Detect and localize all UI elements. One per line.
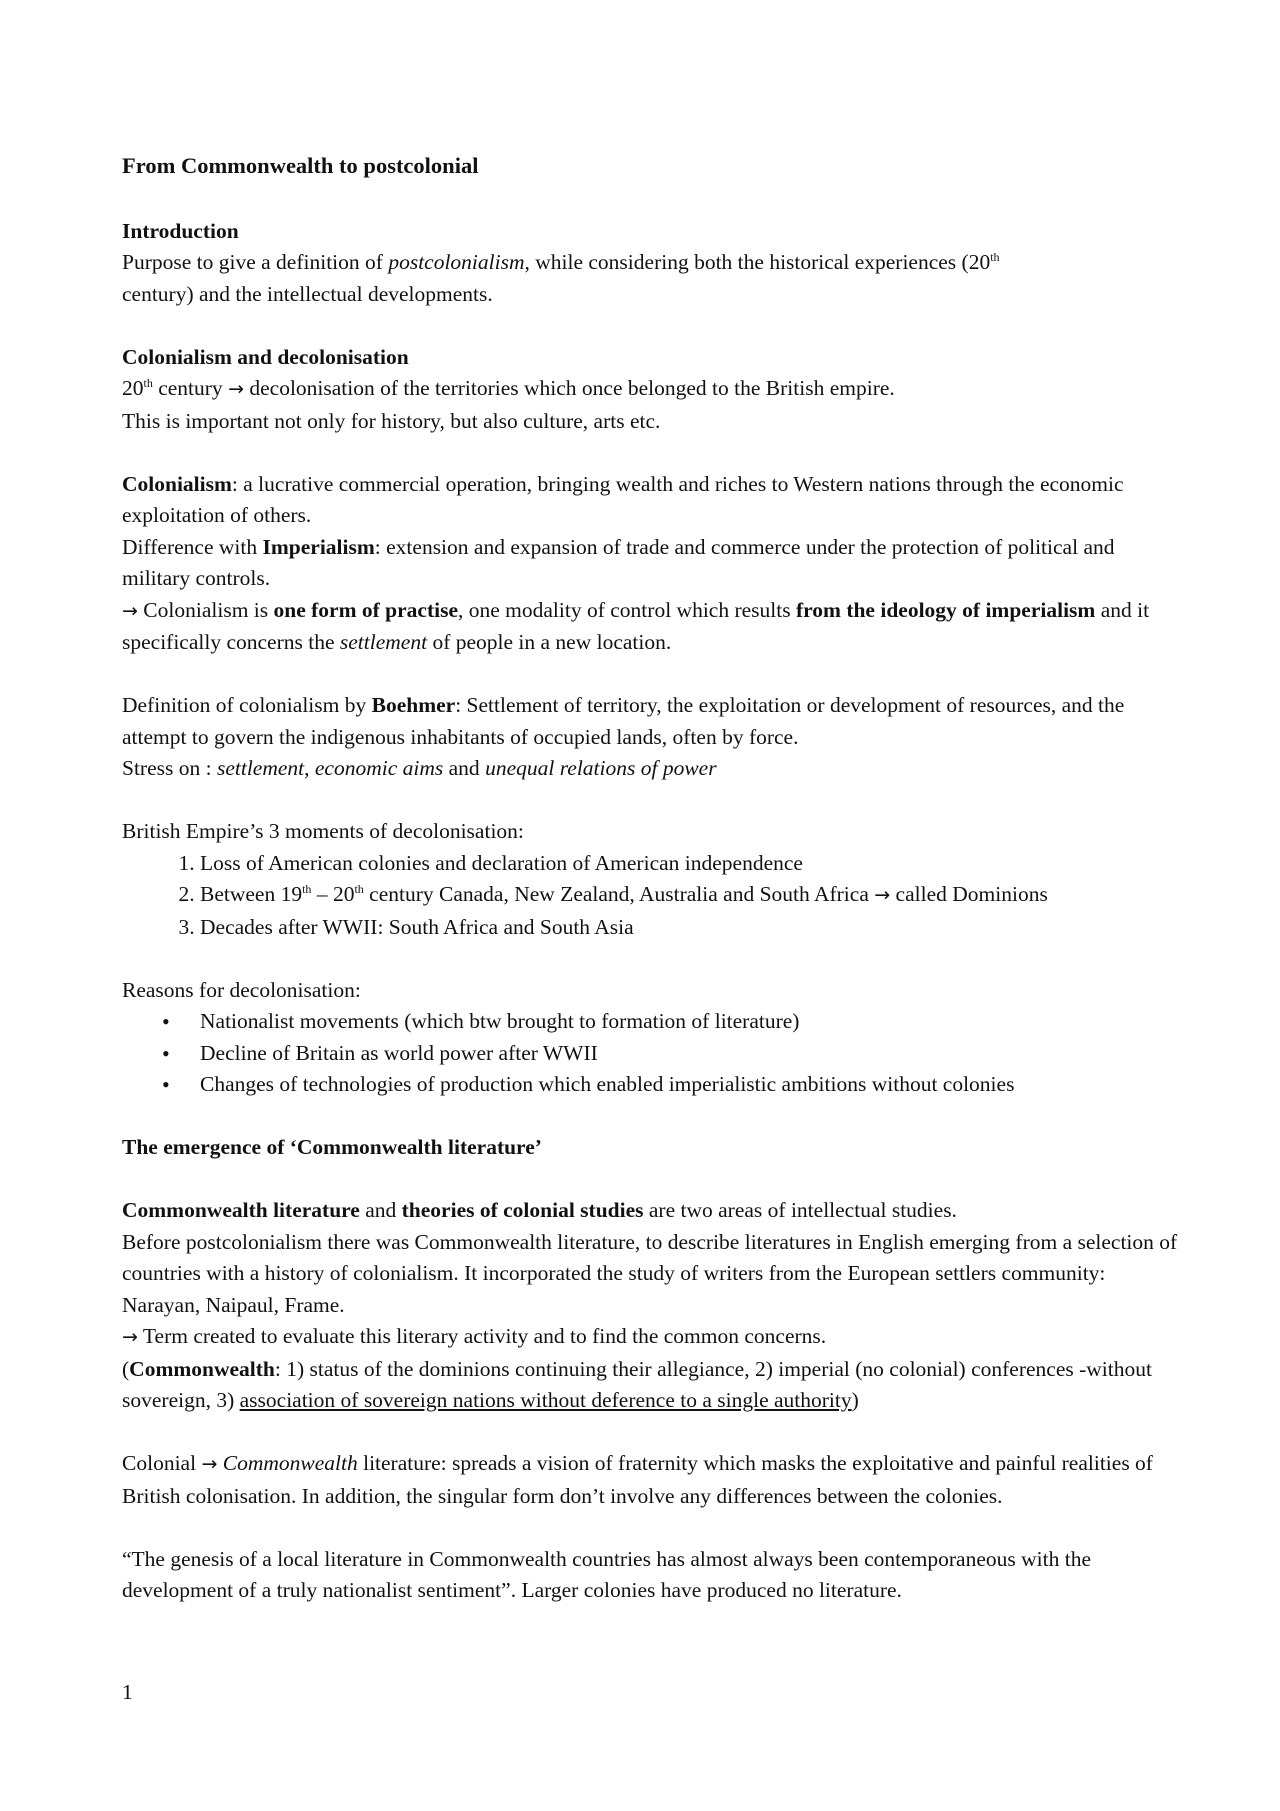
list-item: 1. Loss of American colonies and declaration of American independence [200,848,1180,880]
text-run: called Dominions [890,882,1048,906]
text-run: and [359,1198,402,1222]
text-run: : 1) status of the dominions continuing their allegiance, 2) imperial (no colonial) conferences -without sovereign, 3) [122,1356,1152,1412]
reasons-list [122,1006,1180,1101]
text-run: Difference with [122,534,263,559]
text-run: : a lucrative commercial operation, bringing wealth and riches to Western nations through the economic exploitation of others. [122,471,1124,527]
colonial-commonwealth-paragraph [122,1448,1180,1512]
text-run: ) [851,1388,859,1412]
document-title: From Commonwealth to postcolonial [122,153,479,178]
text-run: : extension and expansion of trade and commerce under the protection of political and military controls. [122,534,1115,590]
italic-term: economic aims [314,756,444,780]
text-run: and [443,756,486,780]
text-run: Purpose to give a definition of [122,250,389,274]
emergence-p1 [122,1195,1180,1227]
text-run: Term created to evaluate this literary activity and to find the common concerns. [137,1324,827,1348]
bold-term: Commonwealth [129,1356,275,1381]
reasons-intro: Reasons for decolonisation: [122,977,361,1002]
italic-term: unequal relations of power [485,756,717,780]
text-run: decolonisation of the territories which once belonged to the British empire. [243,376,895,400]
bold-term: one form of practise [273,597,458,622]
practise-line [122,595,1180,659]
text-run: – 20 [311,882,355,906]
arrow-icon: → [122,599,138,622]
moments-list [122,848,1180,944]
superscript: th [302,881,312,896]
colonialism-definition [122,469,1180,532]
stress-line [122,753,1180,785]
text-run: century [152,376,229,400]
arrow-icon: → [201,1453,218,1475]
text-run: , [304,756,315,780]
text-run: ( [122,1356,130,1381]
text-run: 20 [122,376,144,400]
bold-term: Boehmer [371,693,456,717]
bold-term: Commonwealth literature [122,1198,360,1222]
bold-term: Imperialism [262,534,375,559]
text-run: , one modality of control which results [458,597,796,622]
text-run: Between 19 [200,882,303,906]
text-run: Definition of colonialism by [122,693,372,717]
importance-line: This is important not only for history, but also culture, arts etc. [122,408,661,433]
moments-intro: British Empire’s 3 moments of decolonisation: [122,819,524,843]
boehmer-definition [122,690,1180,753]
superscript: th [354,881,364,896]
text-run: and it specifically concerns the [122,597,1150,654]
text-run: : Settlement of territory, the exploitation or development of resources, and the attempt to govern the indigenous inhabitants of occupied lands, often by force. [122,693,1125,749]
list-item: • Decline of Britain as world power after WWII [200,1038,1180,1070]
underlined-text: association of sovereign nations without deference to a single authority [239,1388,852,1412]
italic-term: settlement [216,756,305,780]
italic-term: Commonwealth [222,1451,358,1475]
superscript: th [143,375,153,390]
bold-term: Colonialism [122,471,232,496]
text-run: Stress on : [122,756,217,780]
decolonisation-line [122,373,1180,406]
text-run: of people in a new location. [427,630,672,654]
emergence-p3 [122,1321,1180,1354]
intro-heading: Introduction [122,218,239,243]
text-run: are two areas of intellectual studies. [643,1198,957,1222]
emergence-p2: Before postcolonialism there was Commonwealth literature, to describe literatures in English emerging from a selection of countries with a history of colonialism. It incorporated the study of writers from the European settlers community: Narayan, Naipaul, Frame. [122,1229,1178,1317]
list-item: • Changes of technologies of production which enabled imperialistic ambitions without colonies [200,1069,1180,1101]
emergence-heading: The emergence of ‘Commonwealth literature’ [122,1135,542,1159]
text-run: century Canada, New Zealand, Australia and South Africa [363,882,875,906]
superscript: th [990,249,1000,264]
colonialism-heading: Colonialism and decolonisation [122,344,409,369]
list-item [200,879,1180,912]
emergence-p4 [122,1354,1180,1417]
imperialism-definition [122,532,1180,595]
bold-term: from the ideology of imperialism [795,597,1096,622]
list-item: 3. Decades after WWII: South Africa and South Asia [200,912,1180,944]
arrow-icon: → [122,1326,138,1348]
text-run: , while considering both the historical experiences (20 [524,250,991,274]
text-run: Colonial [122,1451,202,1475]
bold-term: theories of colonial studies [401,1198,644,1222]
italic-term: settlement [339,630,428,654]
page-number: 1 [122,1680,133,1704]
text-run: Colonialism is [137,597,274,622]
list-item: • Nationalist movements (which btw brought to formation of literature) [200,1006,1180,1038]
text-run: century) and the intellectual developments. [122,281,493,306]
quote-paragraph: “The genesis of a local literature in Commonwealth countries has almost always been contemporaneous with the development of a truly nationalist sentiment”. Larger colonies have produced no literature. [122,1546,1092,1602]
arrow-icon: → [874,884,891,906]
intro-paragraph [122,247,1180,310]
italic-term: postcolonialism [388,250,525,274]
arrow-icon: → [228,378,244,400]
text-run: literature: spreads a vision of fraternity which masks the exploitative and painful realities of British colonisation. In addition, the singular form don’t involve any differences between the colonies. [122,1451,1153,1508]
